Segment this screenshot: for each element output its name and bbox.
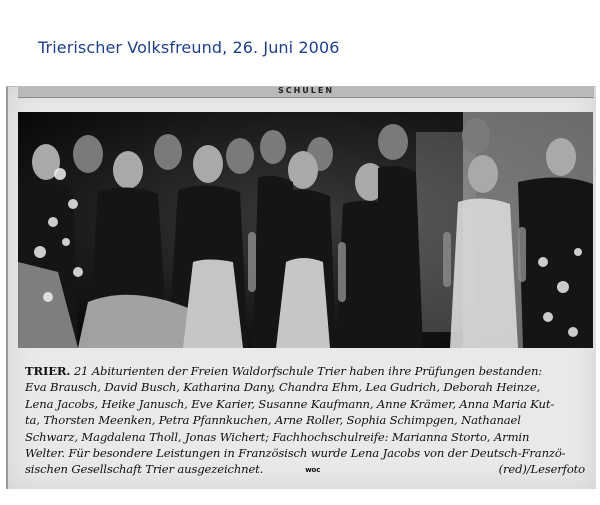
caption-line-5: Schwarz, Magdalena Tholl, Jonas Wichert; Fachhochschulreife: Marianna Storto, Armin (25, 429, 530, 444)
group-photo (18, 112, 593, 348)
caption-line-2: Eva Brausch, David Busch, Katharina Dany, Chandra Ehm, Lea Gudrich, Deborah Heinze, (25, 380, 541, 395)
section-rubric-bar (18, 87, 594, 98)
caption-line-3: Lena Jacobs, Heike Janusch, Eve Karier, Susanne Kaufmann, Anne Krämer, Anna Maria Kut- (25, 396, 555, 411)
caption-line-1 (25, 363, 585, 379)
photo-credit: (red)/Leserfoto (498, 462, 585, 477)
photo-caption (25, 363, 585, 479)
group-photo-graphic (18, 112, 593, 348)
caption-line-7 (25, 461, 585, 478)
caption-line-6: Welter. Für besondere Leistungen in Französisch wurde Lena Jacobs von der Deutsch-Franzö- (25, 446, 566, 461)
caption-line-text: 21 Abiturienten der Freien Waldorfschule Trier haben ihre Prüfungen bestanden: (70, 364, 543, 378)
caption-line-4: ta, Thorsten Meenken, Petra Pfannkuchen, Arne Roller, Sophia Schimpgen, Nathanael (25, 413, 521, 428)
caption-place: TRIER. (25, 364, 71, 378)
newspaper-source-title: Trierischer Volksfreund, 26. Juni 2006 (38, 38, 340, 57)
newspaper-clipping (6, 86, 596, 489)
caption-line-text: sischen Gesellschaft Trier ausgezeichnet. (25, 462, 264, 477)
section-rubric-label: SCHULEN (277, 86, 335, 95)
author-tag: woc (305, 466, 321, 475)
